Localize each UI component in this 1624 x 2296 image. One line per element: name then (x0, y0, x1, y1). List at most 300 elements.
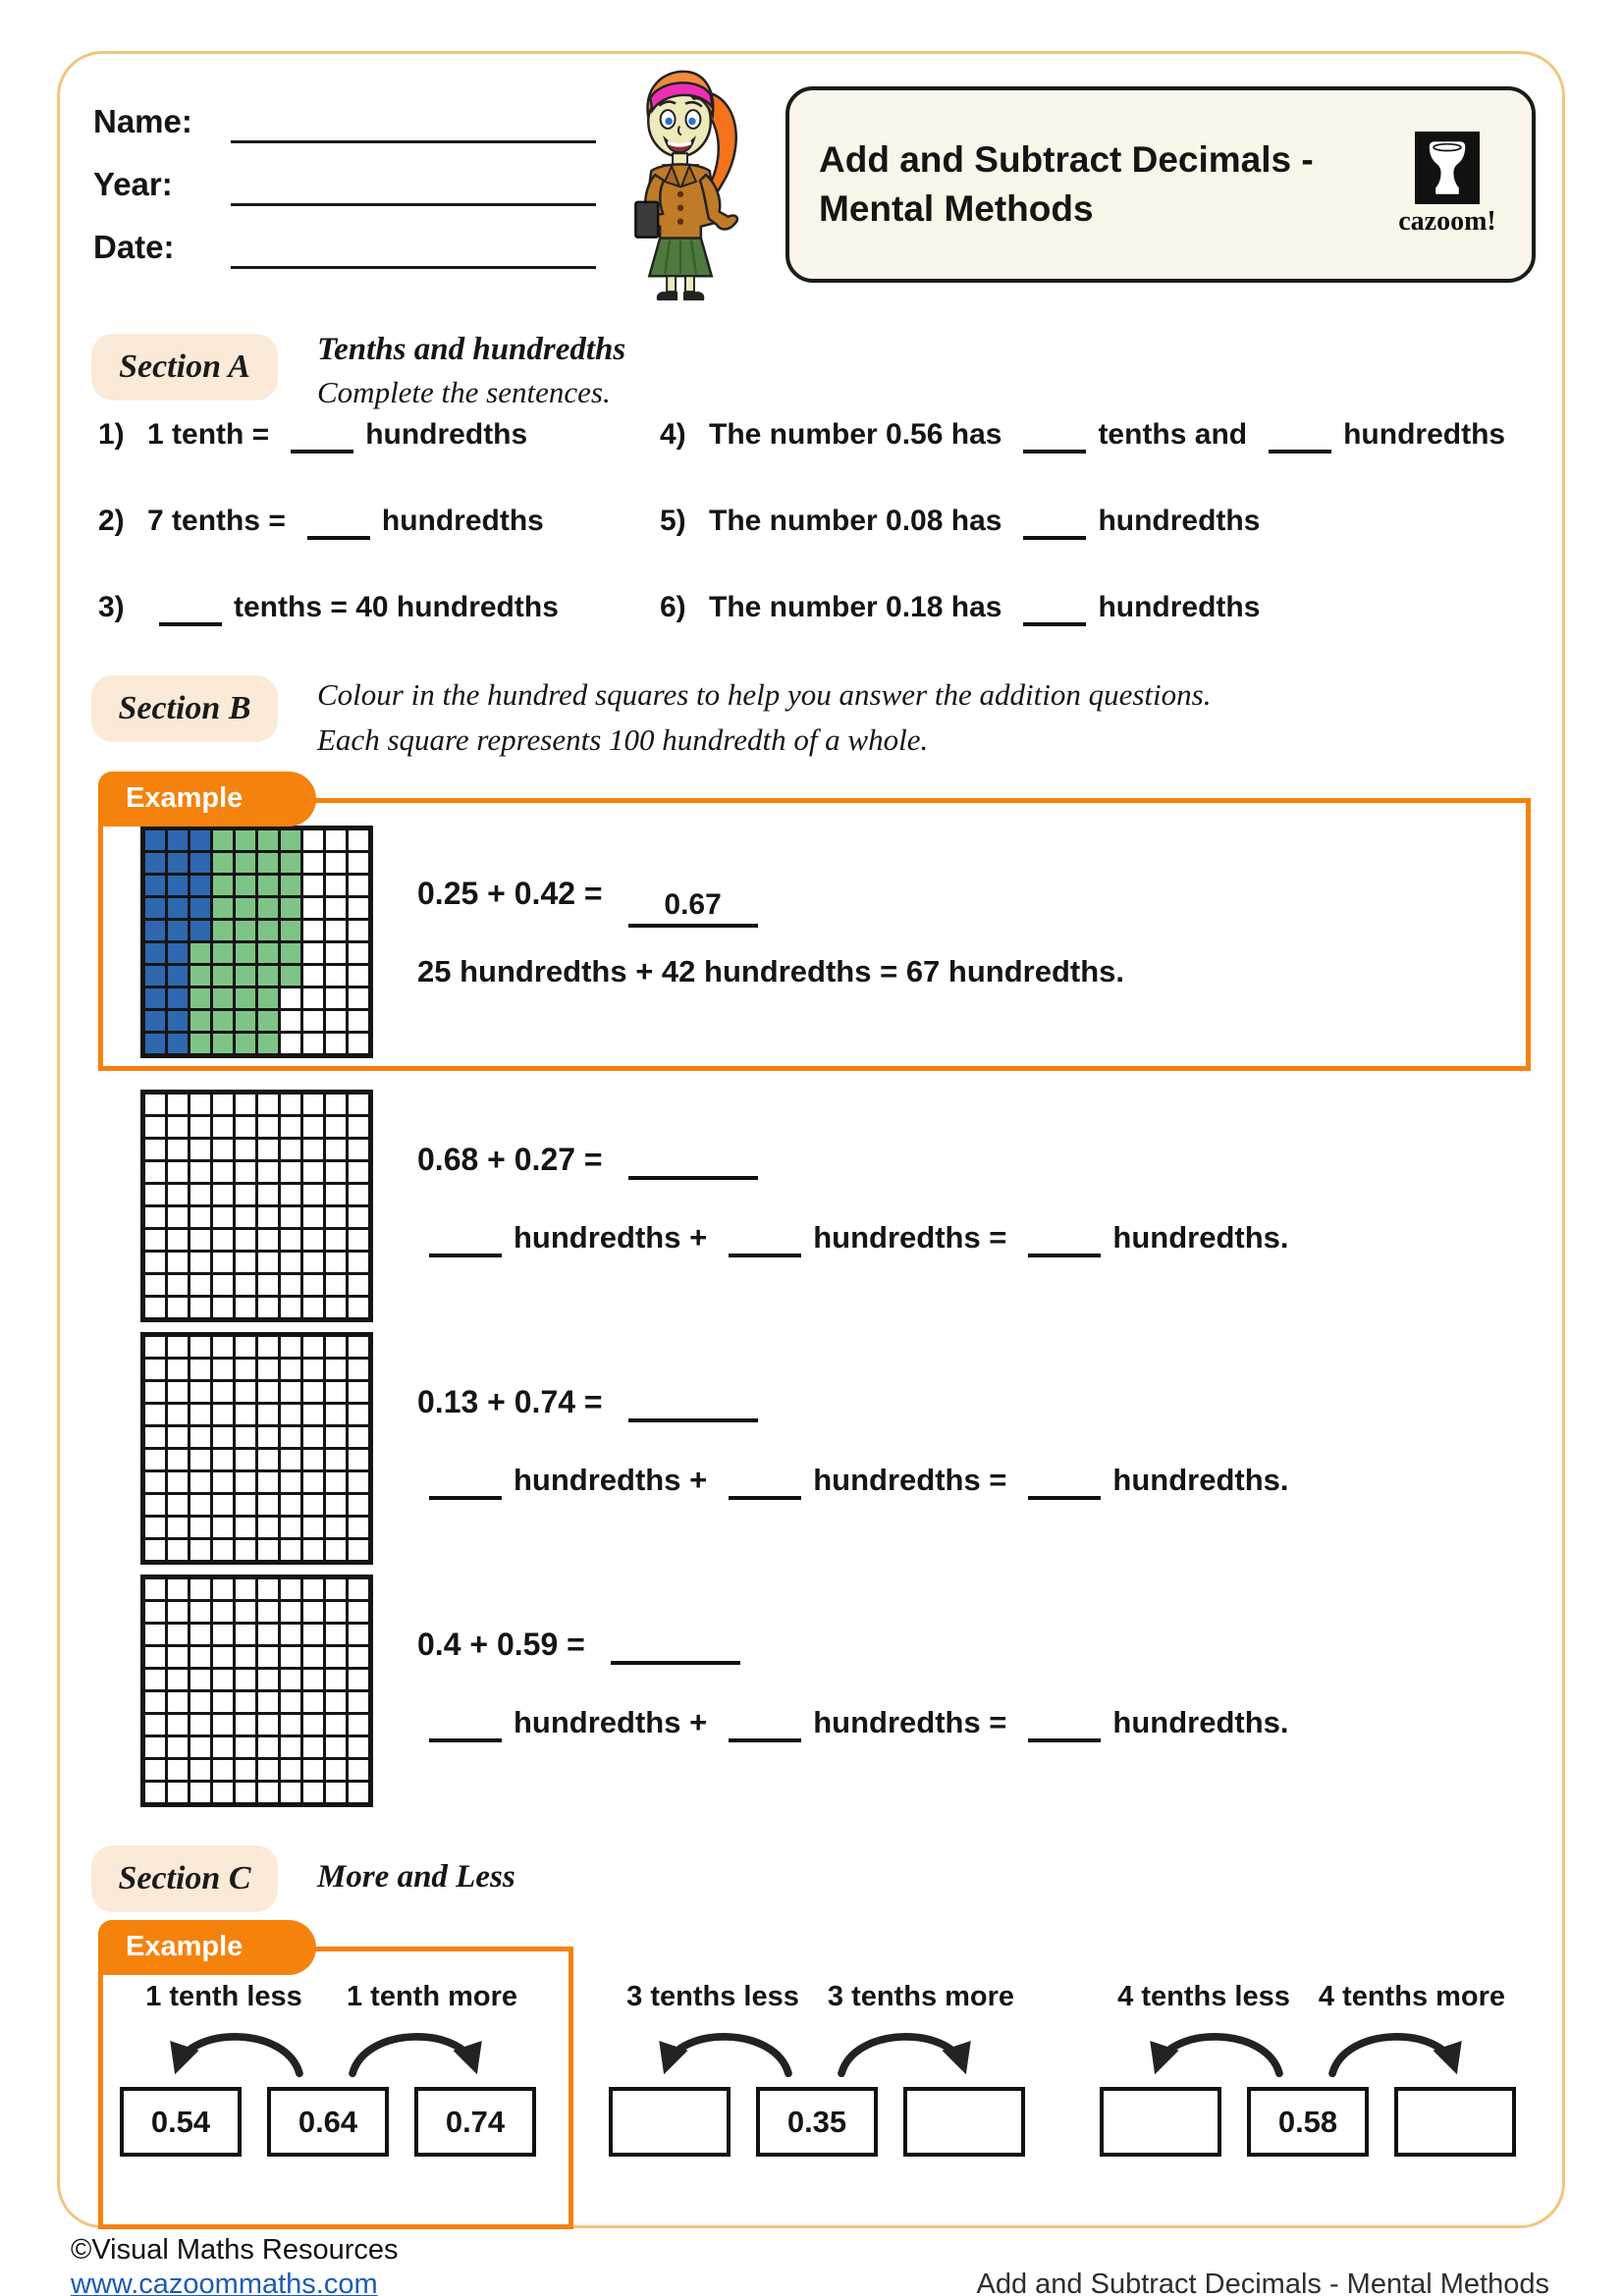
grid-cell[interactable] (190, 1472, 210, 1492)
date-input-line[interactable] (231, 227, 596, 269)
grid-cell[interactable] (145, 1405, 165, 1424)
answer-blank[interactable] (429, 1705, 502, 1742)
grid-cell[interactable] (349, 1337, 368, 1357)
grid-cell[interactable] (258, 1540, 278, 1560)
answer-box[interactable] (609, 2087, 731, 2157)
grid-cell[interactable] (213, 1298, 233, 1317)
grid-cell[interactable] (213, 1230, 233, 1250)
grid-cell[interactable] (258, 1472, 278, 1492)
grid-cell[interactable] (281, 1140, 300, 1159)
grid-cell[interactable] (168, 1427, 188, 1447)
grid-cell[interactable] (349, 1230, 368, 1250)
grid-cell[interactable] (326, 1579, 346, 1599)
grid-cell[interactable] (349, 1185, 368, 1204)
grid-cell[interactable] (303, 1140, 323, 1159)
grid-cell[interactable] (190, 1427, 210, 1447)
problem-2-answer-line[interactable] (628, 1416, 758, 1422)
answer-box[interactable] (903, 2087, 1025, 2157)
grid-cell[interactable] (303, 1230, 323, 1250)
grid-cell[interactable] (303, 1579, 323, 1599)
grid-cell[interactable] (236, 1783, 255, 1802)
grid-cell[interactable] (168, 1405, 188, 1424)
grid-cell[interactable] (213, 1472, 233, 1492)
grid-cell[interactable] (303, 1647, 323, 1667)
grid-cell[interactable] (303, 1298, 323, 1317)
grid-cell[interactable] (168, 1737, 188, 1757)
answer-blank[interactable] (1269, 416, 1331, 454)
grid-cell[interactable] (326, 1737, 346, 1757)
grid-cell[interactable] (281, 1382, 300, 1402)
grid-cell[interactable] (303, 1360, 323, 1379)
grid-cell[interactable] (168, 1579, 188, 1599)
grid-cell[interactable] (303, 1405, 323, 1424)
grid-cell[interactable] (258, 1095, 278, 1114)
grid-cell[interactable] (213, 1360, 233, 1379)
grid-cell[interactable] (145, 1140, 165, 1159)
grid-cell[interactable] (213, 1670, 233, 1689)
grid-cell[interactable] (349, 1540, 368, 1560)
grid-cell[interactable] (145, 1540, 165, 1560)
grid-cell[interactable] (326, 1602, 346, 1622)
grid-cell[interactable] (326, 1140, 346, 1159)
grid-cell[interactable] (281, 1715, 300, 1735)
grid-cell[interactable] (303, 1162, 323, 1182)
grid-cell[interactable] (190, 1360, 210, 1379)
grid-cell[interactable] (236, 1405, 255, 1424)
grid-cell[interactable] (190, 1540, 210, 1560)
grid-cell[interactable] (281, 1337, 300, 1357)
grid-cell[interactable] (190, 1602, 210, 1622)
grid-cell[interactable] (258, 1117, 278, 1137)
grid-cell[interactable] (236, 1647, 255, 1667)
answer-blank[interactable] (1023, 503, 1086, 540)
grid-cell[interactable] (349, 1095, 368, 1114)
grid-cell[interactable] (349, 1715, 368, 1735)
grid-cell[interactable] (326, 1495, 346, 1515)
grid-cell[interactable] (281, 1540, 300, 1560)
grid-cell[interactable] (190, 1207, 210, 1227)
grid-cell[interactable] (326, 1715, 346, 1735)
grid-cell[interactable] (281, 1602, 300, 1622)
grid-cell[interactable] (145, 1760, 165, 1780)
grid-cell[interactable] (190, 1647, 210, 1667)
grid-cell[interactable] (303, 1207, 323, 1227)
grid-cell[interactable] (349, 1518, 368, 1537)
grid-cell[interactable] (168, 1540, 188, 1560)
grid-cell[interactable] (349, 1760, 368, 1780)
grid-cell[interactable] (349, 1207, 368, 1227)
grid-cell[interactable] (281, 1518, 300, 1537)
answer-blank[interactable] (1028, 1705, 1101, 1742)
grid-cell[interactable] (236, 1185, 255, 1204)
grid-cell[interactable] (168, 1162, 188, 1182)
grid-cell[interactable] (281, 1495, 300, 1515)
grid-cell[interactable] (168, 1783, 188, 1802)
grid-cell[interactable] (303, 1625, 323, 1644)
grid-cell[interactable] (236, 1382, 255, 1402)
grid-cell[interactable] (326, 1472, 346, 1492)
grid-cell[interactable] (168, 1382, 188, 1402)
grid-cell[interactable] (190, 1337, 210, 1357)
grid-cell[interactable] (190, 1162, 210, 1182)
grid-cell[interactable] (145, 1692, 165, 1712)
grid-cell[interactable] (236, 1579, 255, 1599)
grid-cell[interactable] (236, 1117, 255, 1137)
grid-cell[interactable] (281, 1783, 300, 1802)
answer-blank[interactable] (429, 1463, 502, 1500)
grid-cell[interactable] (168, 1647, 188, 1667)
grid-cell[interactable] (213, 1495, 233, 1515)
grid-cell[interactable] (349, 1450, 368, 1469)
grid-cell[interactable] (326, 1670, 346, 1689)
grid-cell[interactable] (281, 1405, 300, 1424)
grid-cell[interactable] (145, 1518, 165, 1537)
grid-cell[interactable] (349, 1405, 368, 1424)
grid-cell[interactable] (326, 1275, 346, 1295)
grid-cell[interactable] (349, 1360, 368, 1379)
grid-cell[interactable] (213, 1625, 233, 1644)
grid-cell[interactable] (349, 1472, 368, 1492)
grid-cell[interactable] (168, 1472, 188, 1492)
grid-cell[interactable] (213, 1518, 233, 1537)
grid-cell[interactable] (213, 1692, 233, 1712)
grid-cell[interactable] (145, 1337, 165, 1357)
grid-cell[interactable] (213, 1095, 233, 1114)
grid-cell[interactable] (303, 1185, 323, 1204)
grid-cell[interactable] (190, 1253, 210, 1272)
grid-cell[interactable] (213, 1337, 233, 1357)
grid-cell[interactable] (281, 1472, 300, 1492)
answer-blank[interactable] (1023, 589, 1086, 626)
grid-cell[interactable] (349, 1298, 368, 1317)
grid-cell[interactable] (326, 1230, 346, 1250)
grid-cell[interactable] (303, 1337, 323, 1357)
grid-cell[interactable] (258, 1737, 278, 1757)
grid-cell[interactable] (258, 1275, 278, 1295)
grid-cell[interactable] (190, 1760, 210, 1780)
grid-cell[interactable] (213, 1737, 233, 1757)
grid-cell[interactable] (190, 1715, 210, 1735)
grid-cell[interactable] (349, 1737, 368, 1757)
answer-blank[interactable] (291, 416, 353, 454)
grid-cell[interactable] (258, 1162, 278, 1182)
grid-cell[interactable] (236, 1298, 255, 1317)
grid-cell[interactable] (168, 1095, 188, 1114)
answer-blank[interactable] (1028, 1220, 1101, 1257)
grid-cell[interactable] (326, 1162, 346, 1182)
grid-cell[interactable] (190, 1405, 210, 1424)
grid-cell[interactable] (213, 1715, 233, 1735)
grid-cell[interactable] (168, 1140, 188, 1159)
grid-cell[interactable] (258, 1625, 278, 1644)
grid-cell[interactable] (349, 1427, 368, 1447)
grid-cell[interactable] (213, 1382, 233, 1402)
grid-cell[interactable] (349, 1579, 368, 1599)
grid-cell[interactable] (236, 1602, 255, 1622)
grid-cell[interactable] (258, 1518, 278, 1537)
grid-cell[interactable] (145, 1450, 165, 1469)
grid-cell[interactable] (190, 1495, 210, 1515)
grid-cell[interactable] (145, 1298, 165, 1317)
grid-cell[interactable] (190, 1382, 210, 1402)
grid-cell[interactable] (236, 1360, 255, 1379)
grid-cell[interactable] (213, 1275, 233, 1295)
grid-cell[interactable] (303, 1692, 323, 1712)
grid-cell[interactable] (349, 1647, 368, 1667)
grid-cell[interactable] (281, 1185, 300, 1204)
grid-cell[interactable] (145, 1427, 165, 1447)
grid-cell[interactable] (168, 1117, 188, 1137)
grid-cell[interactable] (303, 1450, 323, 1469)
grid-cell[interactable] (236, 1692, 255, 1712)
grid-cell[interactable] (168, 1625, 188, 1644)
grid-cell[interactable] (326, 1185, 346, 1204)
grid-cell[interactable] (168, 1185, 188, 1204)
grid-cell[interactable] (326, 1405, 346, 1424)
grid-cell[interactable] (213, 1602, 233, 1622)
grid-cell[interactable] (145, 1360, 165, 1379)
grid-cell[interactable] (258, 1760, 278, 1780)
grid-cell[interactable] (236, 1540, 255, 1560)
grid-cell[interactable] (145, 1783, 165, 1802)
grid-cell[interactable] (190, 1298, 210, 1317)
grid-cell[interactable] (326, 1382, 346, 1402)
grid-cell[interactable] (258, 1140, 278, 1159)
year-input-line[interactable] (231, 164, 596, 206)
grid-cell[interactable] (236, 1450, 255, 1469)
grid-cell[interactable] (349, 1625, 368, 1644)
grid-cell[interactable] (145, 1495, 165, 1515)
grid-cell[interactable] (326, 1298, 346, 1317)
grid-cell[interactable] (326, 1783, 346, 1802)
grid-cell[interactable] (236, 1275, 255, 1295)
grid-cell[interactable] (326, 1540, 346, 1560)
grid-cell[interactable] (145, 1715, 165, 1735)
grid-cell[interactable] (349, 1692, 368, 1712)
grid-cell[interactable] (213, 1427, 233, 1447)
grid-cell[interactable] (168, 1715, 188, 1735)
grid-cell[interactable] (236, 1760, 255, 1780)
grid-cell[interactable] (258, 1715, 278, 1735)
grid-cell[interactable] (303, 1670, 323, 1689)
grid-cell[interactable] (236, 1715, 255, 1735)
grid-cell[interactable] (326, 1692, 346, 1712)
grid-cell[interactable] (168, 1760, 188, 1780)
grid-cell[interactable] (168, 1450, 188, 1469)
grid-cell[interactable] (281, 1450, 300, 1469)
grid-cell[interactable] (213, 1162, 233, 1182)
grid-cell[interactable] (303, 1117, 323, 1137)
answer-blank[interactable] (429, 1220, 502, 1257)
grid-cell[interactable] (349, 1382, 368, 1402)
grid-cell[interactable] (258, 1360, 278, 1379)
grid-cell[interactable] (258, 1405, 278, 1424)
grid-cell[interactable] (190, 1140, 210, 1159)
grid-cell[interactable] (190, 1230, 210, 1250)
grid-cell[interactable] (213, 1647, 233, 1667)
grid-cell[interactable] (190, 1692, 210, 1712)
grid-cell[interactable] (281, 1427, 300, 1447)
grid-cell[interactable] (326, 1360, 346, 1379)
grid-cell[interactable] (326, 1337, 346, 1357)
grid-cell[interactable] (213, 1783, 233, 1802)
grid-cell[interactable] (213, 1760, 233, 1780)
grid-cell[interactable] (145, 1230, 165, 1250)
grid-cell[interactable] (258, 1670, 278, 1689)
grid-cell[interactable] (281, 1298, 300, 1317)
grid-cell[interactable] (281, 1760, 300, 1780)
grid-cell[interactable] (349, 1495, 368, 1515)
grid-cell[interactable] (236, 1207, 255, 1227)
grid-cell[interactable] (168, 1337, 188, 1357)
grid-cell[interactable] (281, 1670, 300, 1689)
grid-cell[interactable] (190, 1450, 210, 1469)
grid-cell[interactable] (349, 1670, 368, 1689)
grid-cell[interactable] (281, 1117, 300, 1137)
grid-cell[interactable] (258, 1783, 278, 1802)
grid-cell[interactable] (281, 1162, 300, 1182)
grid-cell[interactable] (303, 1427, 323, 1447)
grid-cell[interactable] (326, 1518, 346, 1537)
grid-cell[interactable] (168, 1275, 188, 1295)
grid-cell[interactable] (190, 1275, 210, 1295)
grid-cell[interactable] (258, 1692, 278, 1712)
answer-blank[interactable] (729, 1463, 801, 1500)
grid-cell[interactable] (303, 1540, 323, 1560)
grid-cell[interactable] (145, 1253, 165, 1272)
grid-cell[interactable] (190, 1670, 210, 1689)
grid-cell[interactable] (145, 1472, 165, 1492)
grid-cell[interactable] (258, 1207, 278, 1227)
grid-cell[interactable] (258, 1579, 278, 1599)
grid-cell[interactable] (145, 1579, 165, 1599)
grid-cell[interactable] (303, 1275, 323, 1295)
grid-cell[interactable] (303, 1602, 323, 1622)
grid-cell[interactable] (168, 1518, 188, 1537)
grid-cell[interactable] (213, 1450, 233, 1469)
grid-cell[interactable] (258, 1185, 278, 1204)
grid-cell[interactable] (213, 1540, 233, 1560)
grid-cell[interactable] (145, 1602, 165, 1622)
answer-blank[interactable] (729, 1220, 801, 1257)
grid-cell[interactable] (213, 1207, 233, 1227)
grid-cell[interactable] (258, 1450, 278, 1469)
grid-cell[interactable] (326, 1207, 346, 1227)
grid-cell[interactable] (168, 1298, 188, 1317)
grid-cell[interactable] (236, 1427, 255, 1447)
grid-cell[interactable] (190, 1579, 210, 1599)
grid-cell[interactable] (145, 1670, 165, 1689)
grid-cell[interactable] (190, 1783, 210, 1802)
answer-box[interactable] (1394, 2087, 1516, 2157)
grid-cell[interactable] (213, 1405, 233, 1424)
answer-blank[interactable] (1023, 416, 1086, 454)
grid-cell[interactable] (349, 1162, 368, 1182)
grid-cell[interactable] (168, 1207, 188, 1227)
grid-cell[interactable] (281, 1207, 300, 1227)
grid-cell[interactable] (145, 1185, 165, 1204)
grid-cell[interactable] (303, 1253, 323, 1272)
grid-cell[interactable] (168, 1602, 188, 1622)
grid-cell[interactable] (213, 1185, 233, 1204)
grid-cell[interactable] (281, 1230, 300, 1250)
grid-cell[interactable] (303, 1382, 323, 1402)
grid-cell[interactable] (190, 1518, 210, 1537)
grid-cell[interactable] (349, 1783, 368, 1802)
grid-cell[interactable] (236, 1518, 255, 1537)
grid-cell[interactable] (258, 1647, 278, 1667)
answer-blank[interactable] (159, 589, 222, 626)
grid-cell[interactable] (258, 1253, 278, 1272)
grid-cell[interactable] (349, 1253, 368, 1272)
grid-cell[interactable] (213, 1253, 233, 1272)
answer-box[interactable] (1100, 2087, 1221, 2157)
grid-cell[interactable] (145, 1117, 165, 1137)
grid-cell[interactable] (349, 1275, 368, 1295)
grid-cell[interactable] (213, 1117, 233, 1137)
grid-cell[interactable] (145, 1207, 165, 1227)
grid-cell[interactable] (303, 1518, 323, 1537)
grid-cell[interactable] (168, 1253, 188, 1272)
grid-cell[interactable] (303, 1495, 323, 1515)
grid-cell[interactable] (349, 1140, 368, 1159)
grid-cell[interactable] (326, 1095, 346, 1114)
grid-cell[interactable] (326, 1760, 346, 1780)
grid-cell[interactable] (145, 1382, 165, 1402)
grid-cell[interactable] (168, 1670, 188, 1689)
grid-cell[interactable] (168, 1495, 188, 1515)
grid-cell[interactable] (281, 1253, 300, 1272)
answer-blank[interactable] (729, 1705, 801, 1742)
grid-cell[interactable] (281, 1360, 300, 1379)
grid-cell[interactable] (281, 1625, 300, 1644)
grid-cell[interactable] (258, 1298, 278, 1317)
grid-cell[interactable] (303, 1760, 323, 1780)
problem-1-answer-line[interactable] (628, 1174, 758, 1180)
grid-cell[interactable] (258, 1382, 278, 1402)
grid-cell[interactable] (145, 1625, 165, 1644)
grid-cell[interactable] (326, 1625, 346, 1644)
grid-cell[interactable] (236, 1253, 255, 1272)
grid-cell[interactable] (326, 1427, 346, 1447)
grid-cell[interactable] (281, 1692, 300, 1712)
name-input-line[interactable] (231, 101, 596, 143)
grid-cell[interactable] (303, 1715, 323, 1735)
grid-cell[interactable] (236, 1095, 255, 1114)
grid-cell[interactable] (258, 1427, 278, 1447)
grid-cell[interactable] (168, 1692, 188, 1712)
grid-cell[interactable] (190, 1625, 210, 1644)
grid-cell[interactable] (145, 1647, 165, 1667)
grid-cell[interactable] (168, 1230, 188, 1250)
grid-cell[interactable] (349, 1117, 368, 1137)
grid-cell[interactable] (303, 1472, 323, 1492)
grid-cell[interactable] (326, 1647, 346, 1667)
grid-cell[interactable] (281, 1737, 300, 1757)
grid-cell[interactable] (258, 1602, 278, 1622)
grid-cell[interactable] (303, 1737, 323, 1757)
grid-cell[interactable] (190, 1095, 210, 1114)
grid-cell[interactable] (258, 1337, 278, 1357)
grid-cell[interactable] (236, 1625, 255, 1644)
grid-cell[interactable] (303, 1783, 323, 1802)
grid-cell[interactable] (258, 1230, 278, 1250)
grid-cell[interactable] (326, 1450, 346, 1469)
grid-cell[interactable] (326, 1117, 346, 1137)
grid-cell[interactable] (303, 1095, 323, 1114)
grid-cell[interactable] (190, 1117, 210, 1137)
grid-cell[interactable] (168, 1360, 188, 1379)
